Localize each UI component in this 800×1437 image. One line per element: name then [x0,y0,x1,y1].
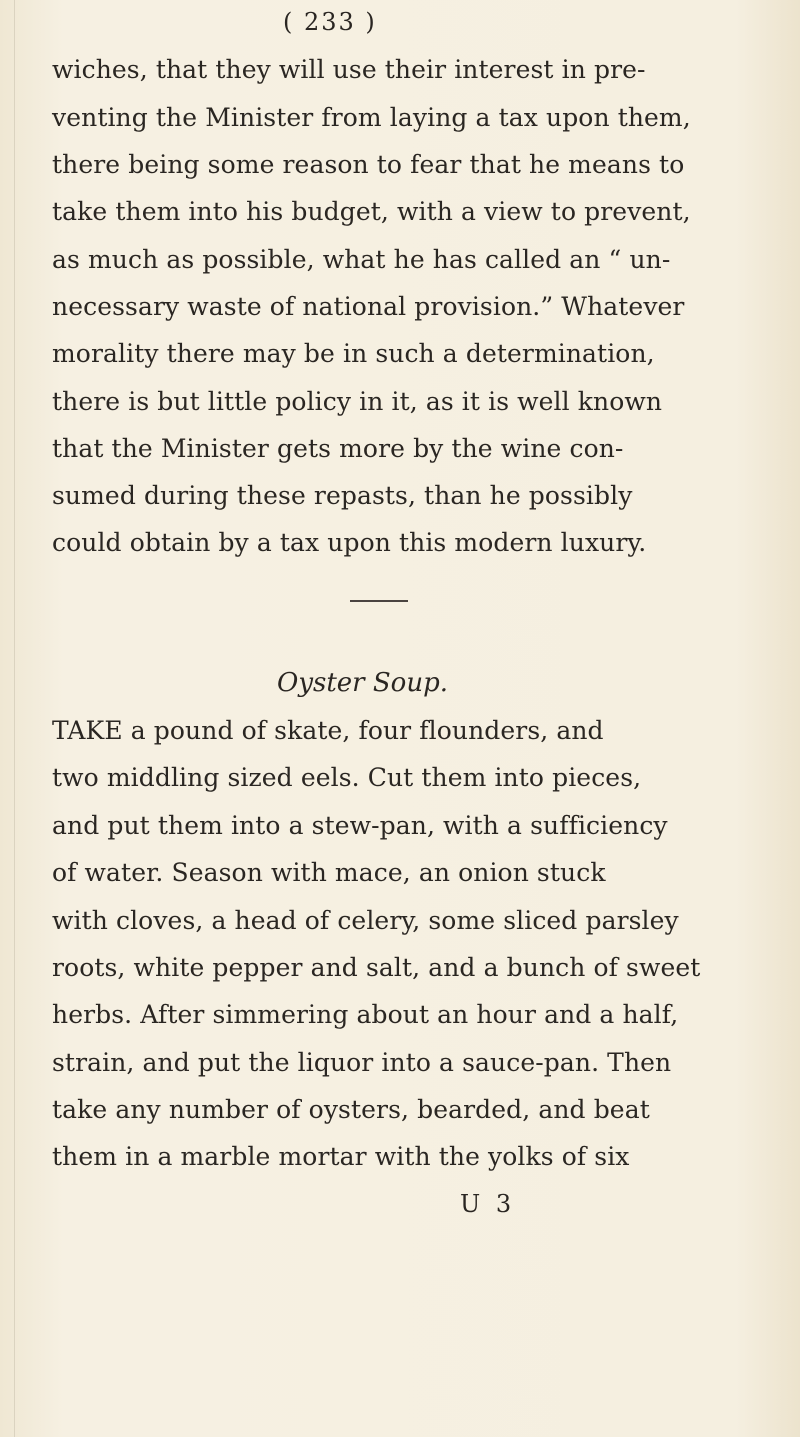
page-gutter [14,0,15,1437]
text-line: wiches, that they will use their interest in pre- [52,55,646,84]
text-line: morality there may be in such a determination, [52,339,655,368]
text-line: as much as possible, what he has called an “ un- [52,245,671,274]
text-line: them in a marble mortar with the yolks of six [52,1142,630,1171]
text-line: and put them into a stew-pan, with a sufficiency [52,811,668,840]
text-line: with cloves, a head of celery, some sliced parsley [52,906,679,935]
section-divider [350,600,408,602]
text-line: there is but little policy in it, as it is well known [52,387,663,416]
text-line: venting the Minister from laying a tax upon them, [52,103,691,132]
text-line: herbs. After simmering about an hour and a half, [52,1000,679,1029]
text-line: TAKE a pound of skate, four flounders, and [52,716,604,745]
text-line: strain, and put the liquor into a sauce-pan. Then [52,1048,672,1077]
section-heading: Oyster Soup. [277,668,448,698]
text-line: roots, white pepper and salt, and a bunch of sweet [52,953,701,982]
signature-mark: U 3 [460,1190,516,1218]
text-line: of water. Season with mace, an onion stuck [52,858,606,887]
text-line: could obtain by a tax upon this modern luxury. [52,528,647,557]
text-line: two middling sized eels. Cut them into pieces, [52,763,642,792]
text-line: take any number of oysters, bearded, and beat [52,1095,650,1124]
text-line: necessary waste of national provision.” Whatever [52,292,685,321]
text-line: take them into his budget, with a view to prevent, [52,197,691,226]
text-line: that the Minister gets more by the wine con- [52,434,624,463]
text-line: there being some reason to fear that he means to [52,150,685,179]
page-number: ( 233 ) [283,8,377,36]
text-line: sumed during these repasts, than he possibly [52,481,633,510]
